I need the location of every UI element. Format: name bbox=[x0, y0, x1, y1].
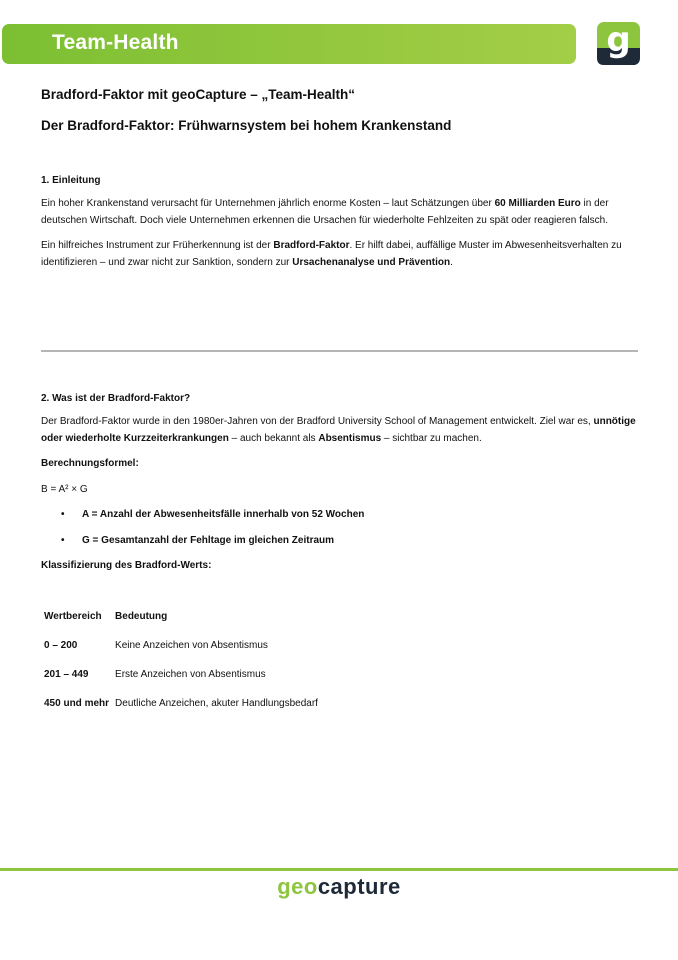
table-row bbox=[41, 698, 321, 727]
formula: B = A² × G bbox=[41, 484, 88, 495]
table-cell-range: 0 – 200 bbox=[44, 640, 78, 651]
geocapture-g-logo-icon bbox=[597, 22, 640, 65]
formula-label: Berechnungsformel: bbox=[41, 458, 139, 469]
table-header-row bbox=[41, 611, 321, 640]
section2-paragraph1: Der Bradford-Faktor wurde in den 1980er-Jahren von der Bradford University School of Management entwickelt. Ziel war es, unnötige oder wiederholte Kurzzeiterkrankungen – auch bekannt als Absentismus – sichtbar zu machen. bbox=[41, 416, 636, 444]
header-bar bbox=[2, 24, 576, 64]
footer-divider bbox=[0, 868, 678, 871]
table-cell-range: 201 – 449 bbox=[44, 669, 89, 680]
section2 bbox=[41, 393, 639, 727]
table-row bbox=[41, 640, 321, 669]
table-header-cell: Wertbereich bbox=[44, 611, 102, 622]
section2-heading: 2. Was ist der Bradford-Faktor? bbox=[41, 393, 191, 404]
table-cell-meaning: Erste Anzeichen von Absentismus bbox=[115, 669, 266, 680]
document-title: Bradford-Faktor mit geoCapture – „Team-Health“ bbox=[41, 87, 356, 102]
list-item: • A = Anzahl der Abwesenheitsfälle innerhalb von 52 Wochen bbox=[61, 509, 365, 520]
section1-paragraph2: Ein hilfreiches Instrument zur Früherkennung ist der Bradford-Faktor. Er hilft dabei, auffällige Muster im Abwesenheitsverhalten zu identifizieren – und zwar nicht zur Sanktion, sondern zur Ursachenanalyse und Prävention. bbox=[41, 240, 622, 268]
header-title: Team-Health bbox=[52, 31, 179, 54]
table-cell-meaning: Deutliche Anzeichen, akuter Handlungsbedarf bbox=[115, 698, 318, 709]
section1-heading: 1. Einleitung bbox=[41, 175, 101, 186]
footer-logo-capture: capture bbox=[317, 874, 401, 899]
classification-table bbox=[41, 611, 321, 727]
logo-letter: g bbox=[606, 22, 631, 60]
document-body bbox=[41, 86, 639, 271]
formula-variable-list bbox=[41, 506, 639, 549]
table-row bbox=[41, 669, 321, 698]
classification-label: Klassifizierung des Bradford-Werts: bbox=[41, 560, 212, 571]
list-item: • G = Gesamtanzahl der Fehltage im gleichen Zeitraum bbox=[61, 535, 335, 546]
document-subtitle: Der Bradford-Faktor: Frühwarnsystem bei hohem Krankenstand bbox=[41, 118, 452, 133]
section-divider bbox=[41, 350, 638, 352]
table-cell-meaning: Keine Anzeichen von Absentismus bbox=[115, 640, 268, 651]
footer-logo bbox=[0, 874, 678, 900]
table-cell-range: 450 und mehr bbox=[44, 698, 110, 709]
section1-paragraph1: Ein hoher Krankenstand verursacht für Unternehmen jährlich enorme Kosten – laut Schätzungen über 60 Milliarden Euro in der deutschen Wirtschaft. Doch viele Unternehmen erkennen die Ursachen für wiederholte Fehlzeiten zu spät oder reagieren falsch. bbox=[41, 198, 609, 226]
footer-logo-geo: geo bbox=[277, 874, 318, 899]
table-header-cell: Bedeutung bbox=[115, 611, 168, 622]
